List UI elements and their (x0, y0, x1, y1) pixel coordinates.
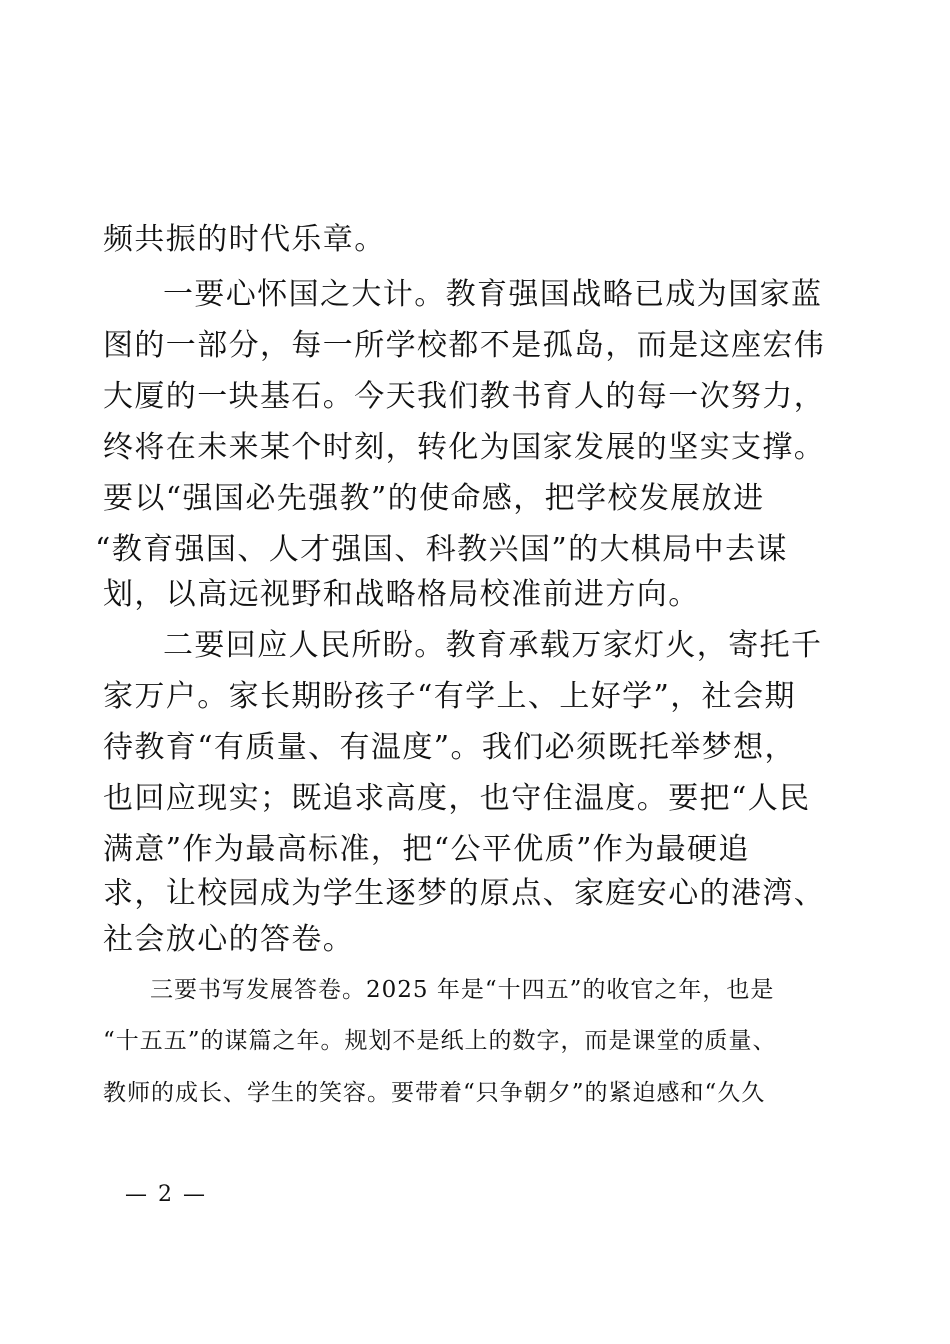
text-line: “十五五”的谋篇之年。规划不是纸上的数字，而是课堂的质量、 (103, 1028, 777, 1054)
text-line: 社会放心的答卷。 (103, 922, 355, 957)
text-line: 要以“强国必先强教”的使命感，把学校发展放进 (103, 481, 765, 516)
text-line: 待教育“有质量、有温度”。我们必须既托举梦想， (103, 730, 796, 765)
text-line: 频共振的时代乐章。 (103, 222, 386, 257)
text-line: 图的一部分，每一所学校都不是孤岛，而是这座宏伟 (103, 328, 826, 363)
text-line: 划，以高远视野和战略格局校准前进方向。 (103, 577, 700, 612)
text-line: 家万户。家长期盼孩子“有学上、上好学”，社会期 (103, 679, 796, 714)
page-number: — 2 — (125, 1182, 207, 1207)
paragraph-1-first-line: 一要心怀国之大计。教育强国战略已成为国家蓝 (163, 277, 823, 312)
paragraph-3-first-line: 三要书写发展答卷。2025 年是“十四五”的收官之年，也是 (150, 977, 775, 1003)
paragraph-2-first-line: 二要回应人民所盼。教育承载万家灯火，寄托千 (163, 628, 823, 663)
text-line: 求，让校园成为学生逐梦的原点、家庭安心的港湾、 (103, 876, 826, 911)
text-line: 教师的成长、学生的笑容。要带着“只争朝夕”的紧迫感和“久久 (103, 1080, 766, 1106)
text-line: 满意”作为最高标准，把“公平优质”作为最硬追 (103, 832, 750, 867)
text-line: 也回应现实；既追求高度，也守住温度。要把“人民 (103, 781, 811, 816)
text-line: “教育强国、人才强国、科教兴国”的大棋局中去谋 (95, 532, 788, 567)
text-line: 大厦的一块基石。今天我们教书育人的每一次努力， (103, 379, 826, 414)
text-line: 终将在未来某个时刻，转化为国家发展的坚实支撑。 (103, 430, 826, 465)
